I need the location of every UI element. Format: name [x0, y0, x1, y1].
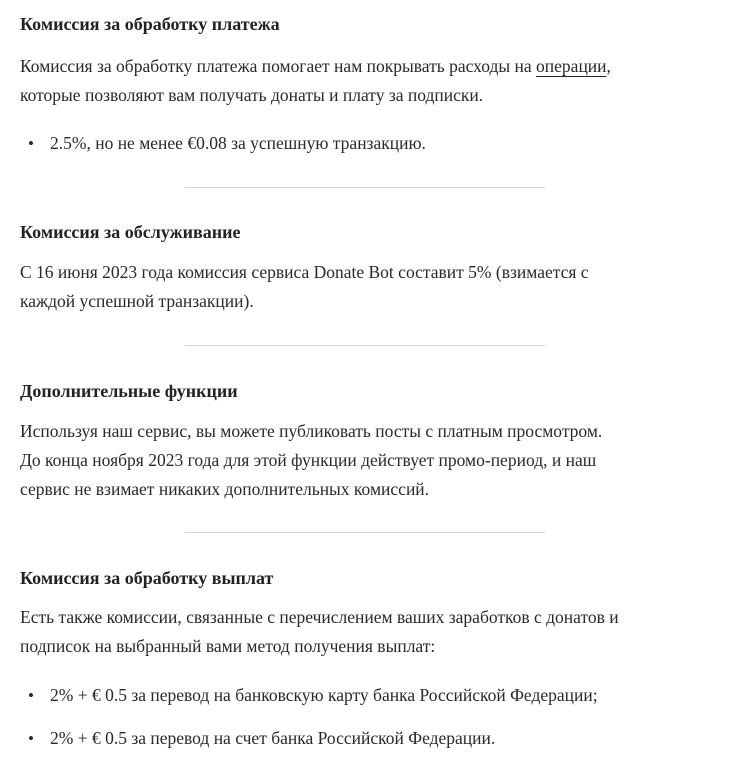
paragraph-text: Есть также комиссии, связанные с перечислением ваших заработков с донатов и	[20, 607, 619, 627]
paragraph-text: ,	[606, 56, 611, 76]
payout-fee-list	[20, 681, 720, 753]
list-item-text: 2% + € 0.5 за перевод на банковскую карту банка Российской Федерации;	[50, 685, 598, 705]
section-divider	[185, 187, 545, 188]
paragraph-text: Комиссия за обработку платежа помогает нам покрывать расходы на	[20, 56, 537, 76]
bullet-icon: •	[28, 134, 34, 153]
section-paragraph-additional-features	[20, 417, 602, 504]
paragraph-text: которые позволяют вам получать донаты и плату за подписки.	[20, 85, 484, 105]
paragraph-text: подписок на выбранный вами метод получения выплат:	[20, 636, 436, 656]
list-item	[20, 129, 720, 158]
section-heading-additional-features: Дополнительные функции	[20, 381, 238, 401]
paragraph-text: каждой успешной транзакции).	[20, 291, 254, 311]
paragraph-text: До конца ноября 2023 года для этой функции действует промо-период, и наш	[20, 450, 597, 470]
bullet-icon: •	[28, 686, 34, 705]
section-paragraph-payment-processing	[20, 52, 611, 110]
list-item-text: 2% + € 0.5 за перевод на счет банка Российской Федерации.	[50, 728, 496, 748]
list-item	[20, 681, 720, 710]
operations-link[interactable]: операции	[536, 56, 607, 76]
section-divider	[185, 532, 545, 533]
paragraph-text: С 16 июня 2023 года комиссия сервиса Donate Bot составит 5% (взимается с	[20, 262, 589, 282]
section-paragraph-payout-processing	[20, 603, 619, 661]
payment-fee-list	[20, 129, 720, 158]
section-heading-service-fee: Комиссия за обслуживание	[20, 222, 241, 242]
section-heading-payment-processing: Комиссия за обработку платежа	[20, 14, 280, 34]
paragraph-text: сервис не взимает никаких дополнительных комиссий.	[20, 479, 430, 499]
list-item-text: 2.5%, но не менее €0.08 за успешную транзакцию.	[50, 133, 426, 153]
paragraph-text: Используя наш сервис, вы можете публиковать посты с платным просмотром.	[20, 421, 603, 441]
section-divider	[185, 345, 545, 346]
section-heading-payout-processing: Комиссия за обработку выплат	[20, 568, 274, 588]
bullet-icon: •	[28, 729, 34, 748]
list-item	[20, 724, 720, 753]
section-paragraph-service-fee	[20, 258, 589, 316]
